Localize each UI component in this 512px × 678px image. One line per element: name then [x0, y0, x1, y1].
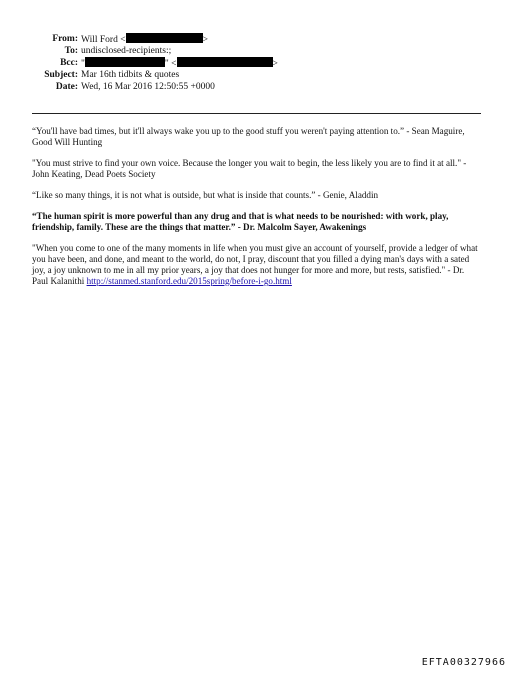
- article-link[interactable]: http://stanmed.stanford.edu/2015spring/before-i-go.html: [86, 276, 292, 286]
- to-value: undisclosed-recipients:;: [81, 46, 172, 56]
- from-label: From:: [52, 34, 78, 44]
- from-name: Will Ford <: [81, 35, 126, 45]
- email-header: [0, 33, 512, 93]
- date-row: [0, 81, 512, 93]
- redaction-box: [85, 57, 165, 67]
- quote-paragraph-with-link: [32, 243, 482, 287]
- quote-paragraph: “You'll have bad times, but it'll always wake you up to the good stuff you weren't paying attention to.” - Sean Maguire, Good Will Hunting: [32, 126, 465, 147]
- document-id: EFTA00327966: [421, 657, 506, 668]
- header-divider: [32, 113, 481, 114]
- date-value: Wed, 16 Mar 2016 12:50:55 +0000: [81, 82, 215, 92]
- quote-text: "When you come to one of the many moments in life when you must give an account of yourself, provide a ledger of what you have been, and done, and meant to the world, do not, I pray, discount that you filled a dying man's days with a sated joy, a joy unknown to me in all my prior years, a joy that does not hunger for more and more, but rests, satisfied." - Dr. Paul Kalanithi: [32, 243, 478, 286]
- quote-paragraph: "You must strive to find your own voice. Because the longer you wait to begin, the less likely you are to find it at all." - John Keating, Dead Poets Society: [32, 158, 467, 179]
- quote-paragraph-bold: “The human spirit is more powerful than any drug and that is what needs to be nourished: with work, play, friendship, family. These are the things that matter.” - Dr. Malcolm Sayer, Awakenings: [32, 211, 449, 232]
- bcc-open-quote: ": [81, 59, 85, 69]
- to-label: To:: [64, 46, 78, 56]
- redaction-box: [177, 57, 273, 67]
- from-close: >: [202, 35, 208, 45]
- subject-row: [0, 69, 512, 81]
- subject-value: Mar 16th tidbits & quotes: [81, 70, 180, 80]
- bcc-mid: " <: [164, 59, 177, 69]
- bcc-close: >: [272, 59, 278, 69]
- to-row: [0, 45, 512, 57]
- redaction-box: [126, 33, 203, 43]
- quote-paragraph: “Like so many things, it is not what is outside, but what is inside that counts.” - Genie, Aladdin: [32, 190, 379, 200]
- from-row: [0, 33, 512, 45]
- date-label: Date:: [55, 82, 78, 92]
- bcc-label: Bcc:: [60, 58, 78, 68]
- bcc-row: [0, 57, 512, 69]
- email-body: [32, 126, 482, 297]
- subject-label: Subject:: [44, 70, 78, 80]
